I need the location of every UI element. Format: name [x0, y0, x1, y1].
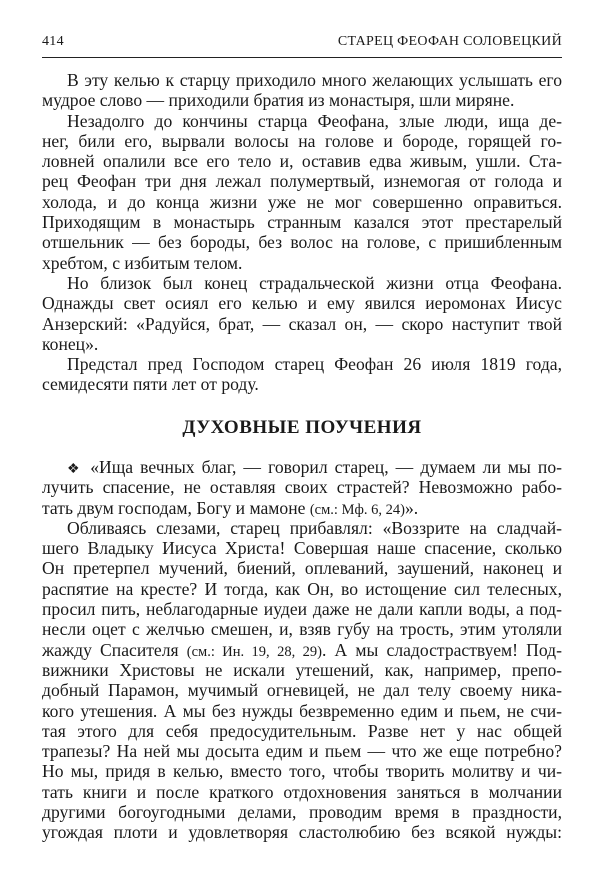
text-line — [42, 232, 562, 252]
paragraph — [42, 518, 562, 843]
paragraph — [42, 354, 562, 395]
paragraph — [42, 457, 562, 518]
line-text: ». — [404, 497, 419, 518]
text-line — [42, 477, 562, 497]
scripture-reference: (см.: Мф. 6, 24) — [309, 501, 405, 518]
text-line — [42, 721, 562, 741]
line-text: несли оцет с желчью смешен, и, взяв губу на трость, этим утоляли — [42, 619, 562, 640]
line-text: Но близок был конец страдальческой жизни отца Феофана. — [67, 272, 562, 293]
line-text: Но мы, придя в келью, вместо того, чтобы творить молитву и чи- — [42, 761, 562, 782]
line-text: В эту келью к старцу приходило много желающих услышать его — [67, 70, 562, 90]
text-line — [42, 354, 562, 374]
text-line — [42, 761, 562, 781]
line-text: мудрое слово — приходили братия из монастыря, шли миряне. — [42, 90, 515, 111]
section-heading: ДУХОВНЫЕ ПОУЧЕНИЯ — [182, 417, 422, 438]
text-line — [42, 171, 562, 191]
text-line — [42, 538, 562, 558]
line-text: кого утешения. А мы без нужды безвременно едим и пьем, не счи- — [42, 700, 562, 721]
line-text: добный Парамон, мучимый огневицей, не дал телу своему ника- — [42, 680, 562, 701]
line-text: семидесяти пяти лет от роду. — [42, 374, 259, 395]
text-line — [42, 314, 562, 334]
text-line — [42, 640, 562, 660]
line-text: . А мы сладостраствуем! Под- — [321, 639, 562, 660]
text-line — [42, 70, 562, 90]
line-text: шего Владыку Иисуса Христа! Совершая наше спасение, сколько — [42, 538, 562, 559]
paragraph — [42, 111, 562, 273]
running-title: СТАРЕЦ ФЕОФАН СОЛОВЕЦКИЙ — [337, 34, 562, 49]
line-text: тать двум господам, Богу и мамоне — [42, 497, 310, 518]
line-text: хребтом, с избитым телом. — [42, 252, 243, 273]
header-rule — [42, 57, 562, 58]
line-text: лучить спасение, не оставляя своих страстей? Невозможно рабо- — [42, 477, 562, 498]
text-line — [42, 802, 562, 822]
text-line — [42, 558, 562, 578]
line-text: Предстал пред Господом старец Феофан 26 июля 1819 года, — [67, 354, 562, 375]
line-text: Он претерпел мучений, биений, оплеваний, заушений, наконец и — [42, 558, 562, 579]
ornament-bullet-icon: ❖ — [67, 462, 83, 477]
paragraph — [42, 273, 562, 354]
line-text: отшельник — без бороды, без волос на голове, с пришибленным — [42, 232, 562, 253]
line-text: Обливаясь слезами, старец прибавлял: «Воззрите на сладчай- — [67, 517, 562, 538]
text-line — [42, 782, 562, 802]
line-text: другими богоугодными делами, проводим время в праздности, — [42, 802, 562, 823]
text-line — [42, 111, 562, 131]
text-line — [42, 619, 562, 639]
line-text: Однажды свет осиял его келью и ему явился иеромонах Иисус — [42, 293, 562, 314]
running-header — [42, 30, 562, 50]
line-text: тать книги и после краткого отдохновения заняться в молчании — [42, 781, 562, 802]
text-line — [42, 293, 562, 313]
line-text: «Ища вечных благ, — говорил старец, — думаем ли мы по- — [90, 457, 562, 477]
line-text: нег, били его, вырвали волосы на голове и бороде, горящей го- — [42, 130, 562, 151]
line-text: Приходящим в монастырь странным казался этот престарелый — [42, 212, 562, 233]
line-text: вижники Христовы не искали утешений, как, например, препо- — [42, 659, 562, 680]
text-line — [42, 212, 562, 232]
text-line — [42, 701, 562, 721]
line-text: тая этого для себя предосудительным. Разве нет у нас общей — [42, 720, 562, 741]
line-text: Анзерский: «Радуйся, брат, — сказал он, — скоро наступит твой — [42, 313, 562, 334]
line-text: распятие на кресте? И тогда, как Он, во истощение сил телесных, — [42, 578, 562, 599]
text-line — [42, 741, 562, 761]
paragraph — [42, 70, 562, 111]
scripture-reference: (см.: Ин. 19, 28, 29) — [186, 643, 322, 660]
line-text: трапезы? На ней мы досыта едим и пьем — что же еще потребно? — [42, 741, 562, 762]
text-line — [42, 151, 562, 171]
line-text: Незадолго до кончины старца Феофана, злые люди, ища де- — [67, 110, 562, 131]
page-number: 414 — [42, 34, 64, 49]
text-line — [42, 374, 562, 394]
text-line — [42, 334, 562, 354]
text-line — [42, 90, 562, 110]
line-text: конец». — [42, 333, 99, 354]
text-line — [42, 822, 562, 842]
text-line — [42, 253, 562, 273]
line-text: холода, и до конца жизни уже не мог совершенно оправиться. — [42, 191, 562, 212]
line-text: просил пить, неблагодарные иудеи даже не дали капли воды, а под- — [42, 599, 562, 620]
teachings-text — [42, 457, 562, 843]
text-line — [42, 680, 562, 700]
text-line — [42, 660, 562, 680]
text-line — [42, 518, 562, 538]
text-line — [42, 498, 562, 518]
text-line — [42, 273, 562, 293]
text-line — [42, 131, 562, 151]
biography-text — [42, 70, 562, 395]
line-text: рец Феофан три дня лежал полумертвый, изнемогая от голода и — [42, 171, 562, 192]
text-line — [42, 579, 562, 599]
line-text: жажду Спасителя — [42, 639, 187, 660]
text-line — [42, 599, 562, 619]
line-text: ловней опалили все его тело и, оставив едва живым, ушли. Ста- — [42, 151, 562, 172]
text-line — [42, 457, 562, 477]
line-text: угождая плоти и удовлетворяя сластолюбию без всякой нужды: — [42, 822, 562, 843]
text-line — [42, 192, 562, 212]
